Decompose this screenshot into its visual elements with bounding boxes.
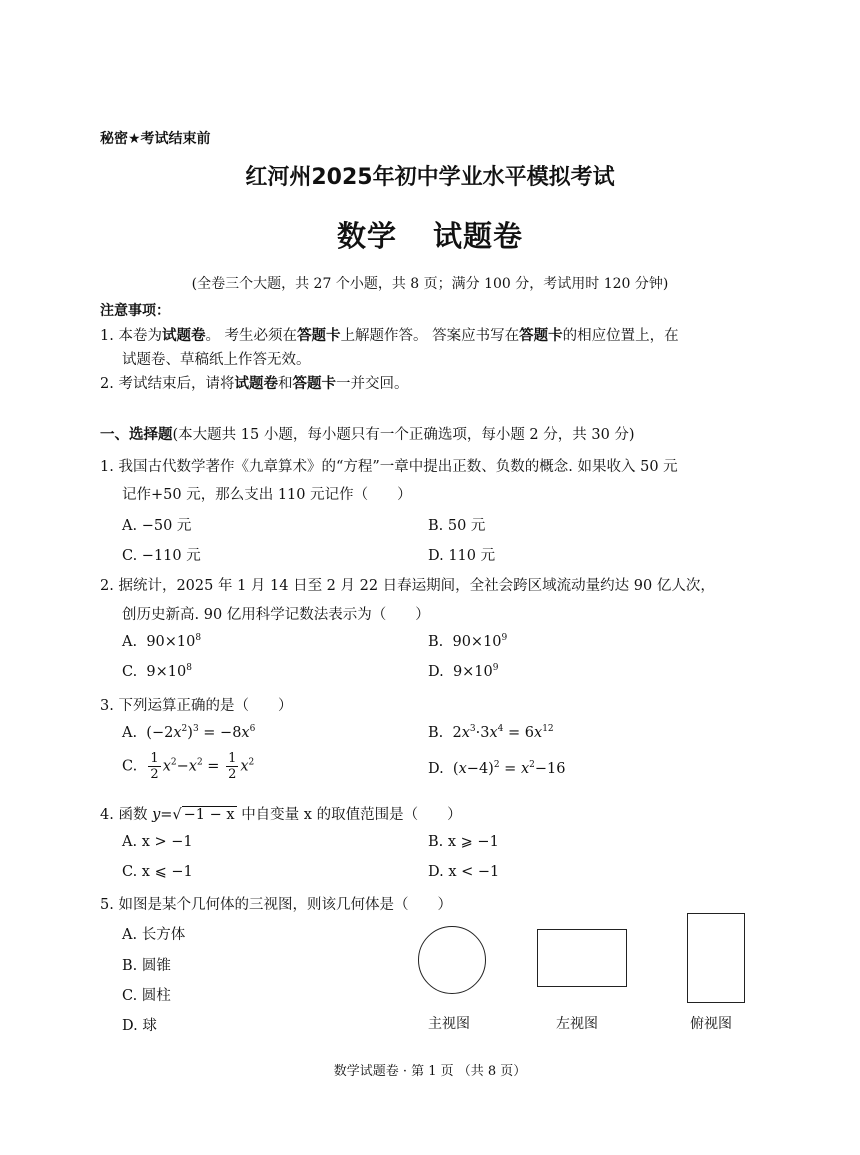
q3-option-b: B. $2x^3\cdot 3x^4 = 6x^{12}$ bbox=[428, 724, 554, 741]
notice-item-1-cont: 试题卷、草稿纸上作答无效。 bbox=[122, 352, 311, 368]
bold-term: 答题卡 bbox=[519, 328, 563, 344]
q1-option-b: B. 50 元 bbox=[428, 518, 486, 534]
fraction: $\frac{1}{2}$ bbox=[228, 751, 237, 782]
q3-stem: 3. 下列运算正确的是（ ） bbox=[100, 698, 293, 714]
q5-option-a: A. 长方体 bbox=[122, 927, 186, 943]
left-view-rectangle bbox=[537, 929, 627, 987]
q5-option-b: B. 圆锥 bbox=[122, 958, 171, 974]
exam-title: 红河州2025年初中学业水平模拟考试 bbox=[245, 165, 615, 190]
secret-label: 秘密★考试结束前 bbox=[100, 131, 211, 147]
q4-option-b: B. x ⩾ −1 bbox=[428, 834, 499, 850]
q1-stem-line2: 记作+50 元，那么支出 110 元记作（ ） bbox=[122, 487, 412, 503]
q2-option-c: C. $9\times 10^8$ bbox=[122, 663, 192, 680]
top-view-caption: 俯视图 bbox=[690, 1016, 732, 1032]
q5-option-c: C. 圆柱 bbox=[122, 988, 171, 1004]
notice-heading: 注意事项： bbox=[100, 303, 170, 319]
q3-option-d: D. $(x-4)^2 = x^2-16$ bbox=[428, 760, 566, 777]
q2-stem-line1: 2. 据统计，2025 年 1 月 14 日至 2 月 22 日春运期间，全社会跨区域流动量约达 90 亿人次， bbox=[100, 578, 715, 594]
q4-option-c: C. x ⩽ −1 bbox=[122, 864, 193, 880]
bold-term: 试题卷 bbox=[161, 328, 206, 344]
sqrt-radicand: −1 − x bbox=[183, 807, 235, 823]
q2-option-a: A. $90\times 10^8$ bbox=[122, 633, 202, 650]
q3-option-c: C. $\frac{1}{2}$ $x^2-x^2$ = $\frac{1}{2}$ $x^2$ bbox=[122, 751, 255, 782]
subject-label: 数学 bbox=[336, 219, 397, 253]
left-view-caption: 左视图 bbox=[556, 1016, 598, 1032]
q4-stem: 4. 函数 y=√ −1 − x 中自变量 x 的取值范围是（ ） bbox=[100, 807, 462, 823]
q3-option-a: A. $(-2x^2)^3 = -8x^6$ bbox=[122, 724, 256, 741]
bold-term: 试题卷 bbox=[234, 376, 278, 392]
front-view-caption: 主视图 bbox=[428, 1016, 470, 1032]
section-desc: (本大题共 15 小题，每小题只有一个正确选项，每小题 2 分，共 30 分) bbox=[172, 427, 635, 443]
q5-option-d: D. 球 bbox=[122, 1018, 157, 1034]
q4-option-a: A. x > −1 bbox=[122, 834, 193, 850]
notice-item-1: 1. 本卷为试题卷。 考生必须在答题卡上解题作答。 答案应书写在答题卡的相应位置上，在 bbox=[100, 328, 679, 344]
exam-meta: (全卷三个大题，共 27 个小题，共 8 页；满分 100 分，考试用时 120 分钟) bbox=[191, 276, 669, 292]
page-footer: 数学试题卷 · 第 1 页 （共 8 页） bbox=[333, 1064, 527, 1079]
section-title: 一、选择题 bbox=[100, 427, 173, 443]
top-view-rectangle bbox=[687, 913, 745, 1003]
section-heading bbox=[100, 423, 635, 444]
paper-label: 试题卷 bbox=[433, 219, 524, 253]
q5-stem: 5. 如图是某个几何体的三视图，则该几何体是（ ） bbox=[100, 897, 452, 913]
q4-option-d: D. x < −1 bbox=[428, 864, 500, 880]
front-view-circle bbox=[418, 926, 486, 994]
q2-option-d: D. $9\times 10^9$ bbox=[428, 663, 499, 680]
q1-option-d: D. 110 元 bbox=[428, 548, 496, 564]
bold-term: 答题卡 bbox=[292, 376, 336, 392]
q1-stem-line1: 1. 我国古代数学著作《九章算术》的“方程”一章中提出正数、负数的概念. 如果收入 50 元 bbox=[100, 459, 678, 475]
q2-option-b: B. $90\times 10^9$ bbox=[428, 633, 508, 650]
bold-term: 答题卡 bbox=[297, 328, 341, 344]
fraction: $\frac{1}{2}$ bbox=[150, 751, 159, 782]
paper-subtitle bbox=[0, 214, 860, 255]
q1-option-a: A. −50 元 bbox=[122, 518, 192, 534]
q1-option-c: C. −110 元 bbox=[122, 548, 201, 564]
notice-item-2: 2. 考试结束后，请将试题卷和答题卡一并交回。 bbox=[100, 376, 409, 392]
q2-stem-line2: 创历史新高. 90 亿用科学记数法表示为（ ） bbox=[122, 607, 430, 623]
